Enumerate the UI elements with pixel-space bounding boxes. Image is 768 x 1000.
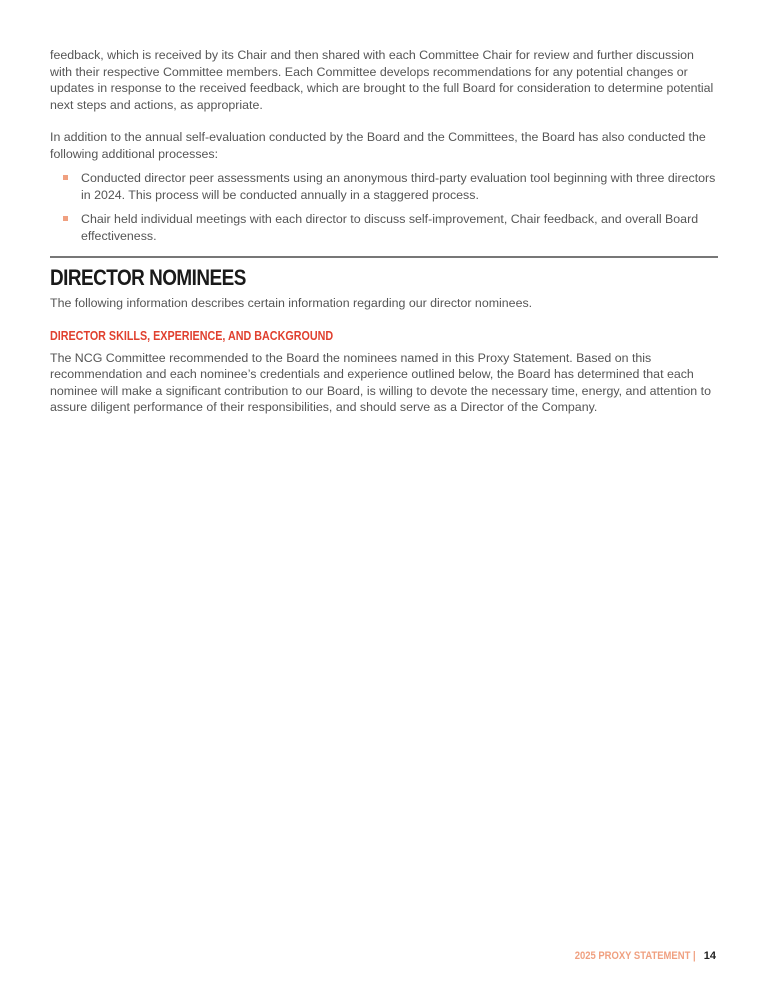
section-intro: The following information describes certain information regarding our director nominees. <box>50 296 533 310</box>
page-number: 14 <box>703 950 716 962</box>
paragraph: feedback, which is received by its Chair and then shared with each Committee Chair for review and further discussion with their respective Committee members. Each Committee develops recommendations for any potential changes or updates in response to the received feedback, which are brought to the full Board for consideration to determine potential next steps and actions, as appropriate. <box>50 48 714 112</box>
list-item-text: Conducted director peer assessments using an anonymous third-party evaluation tool beginning with three directors in 2024. This process will be conducted annually in a staggered process. <box>81 171 716 202</box>
page-content <box>50 47 718 416</box>
list-item-text: Chair held individual meetings with each director to discuss self-improvement, Chair feedback, and overall Board effectiveness. <box>81 212 699 243</box>
bullet-list <box>50 170 718 244</box>
section-divider <box>50 256 718 258</box>
paragraph: In addition to the annual self-evaluation conducted by the Board and the Committees, the Board has also conducted the following additional processes: <box>50 130 706 161</box>
list-item <box>81 170 718 203</box>
section-title: DIRECTOR NOMINEES <box>50 265 246 290</box>
paragraph: The NCG Committee recommended to the Board the nominees named in this Proxy Statement. Based on this recommendation and each nominee’s credentials and experience outlined below, the Board has determined that each nominee will make a significant contribution to our Board, is willing to devote the necessary time, energy, and attention to assure diligent performance of their responsibilities, and should serve as a Director of the Company. <box>50 350 711 414</box>
square-bullet-icon <box>63 175 68 180</box>
square-bullet-icon <box>63 216 68 221</box>
footer-label: 2025 PROXY STATEMENT | <box>574 950 696 962</box>
page-footer <box>555 950 716 962</box>
list-item <box>81 211 718 244</box>
subsection-heading: DIRECTOR SKILLS, EXPERIENCE, AND BACKGROUND <box>50 328 334 343</box>
